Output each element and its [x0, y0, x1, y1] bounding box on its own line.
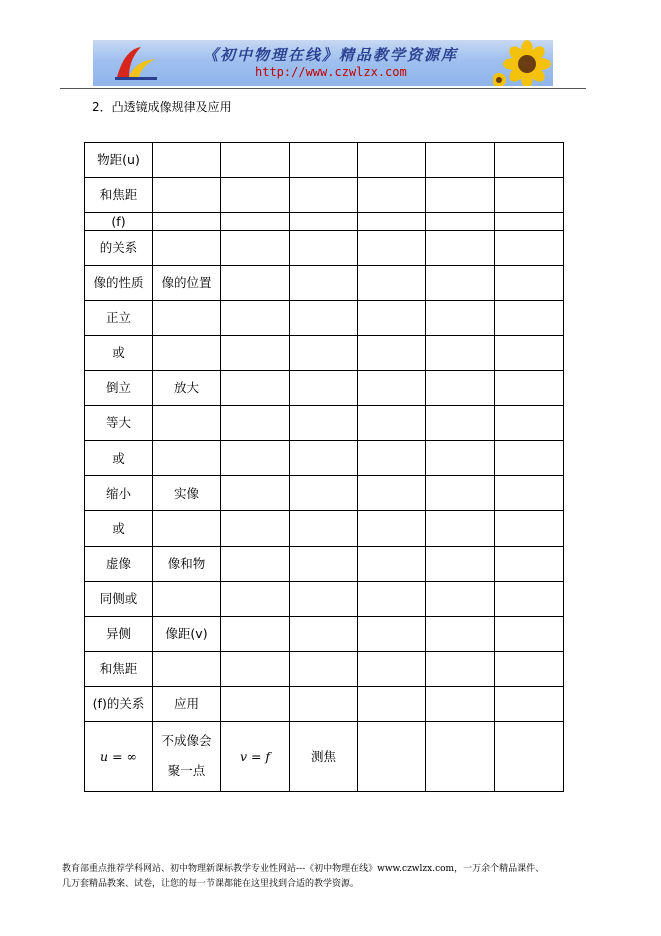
table-cell [221, 581, 290, 616]
table-cell [358, 406, 426, 441]
table-cell [495, 546, 564, 581]
table-cell [85, 721, 153, 791]
table-cell [221, 371, 290, 406]
table-cell [290, 213, 358, 231]
table-cell [290, 371, 358, 406]
table-row [85, 441, 564, 476]
table-cell [495, 336, 564, 371]
table-cell [358, 266, 426, 301]
table-cell [358, 231, 426, 266]
table-cell [290, 546, 358, 581]
table-cell [290, 616, 358, 651]
cell-text: v = f [239, 748, 271, 764]
table-cell [153, 301, 221, 336]
table-cell [290, 441, 358, 476]
table-cell [290, 336, 358, 371]
table-cell [221, 511, 290, 546]
table-cell [426, 266, 495, 301]
table-cell [153, 336, 221, 371]
table-cell [221, 213, 290, 231]
table-cell: 等大 [85, 406, 153, 441]
table-cell [426, 143, 495, 178]
table-cell [426, 581, 495, 616]
section-title: 2．凸透镜成像规律及应用 [92, 100, 232, 114]
table-cell [495, 581, 564, 616]
table-cell [221, 546, 290, 581]
table-cell [495, 686, 564, 721]
table-row [85, 336, 564, 371]
table-row [85, 178, 564, 213]
table-cell [495, 441, 564, 476]
table-cell: 放大 [153, 371, 221, 406]
table-cell [426, 476, 495, 511]
table-cell [495, 616, 564, 651]
table-row [85, 651, 564, 686]
table-row [85, 143, 564, 178]
table-cell [426, 178, 495, 213]
table-cell [221, 686, 290, 721]
table-row [85, 406, 564, 441]
table-cell [221, 441, 290, 476]
table-cell [290, 266, 358, 301]
table-cell [358, 213, 426, 231]
table-cell [358, 651, 426, 686]
table-cell: 缩小 [85, 476, 153, 511]
table-cell: 或 [85, 511, 153, 546]
table-cell [153, 231, 221, 266]
table-row [85, 231, 564, 266]
table-cell [426, 213, 495, 231]
table-row [85, 546, 564, 581]
table-cell [221, 231, 290, 266]
table-cell [358, 301, 426, 336]
table-cell [153, 406, 221, 441]
table-cell [358, 721, 426, 791]
table-cell [221, 651, 290, 686]
table-cell [426, 546, 495, 581]
table-cell [426, 231, 495, 266]
table-cell [358, 511, 426, 546]
lens-imaging-table [84, 142, 564, 792]
table-cell: 像和物 [153, 546, 221, 581]
table-cell: 像的位置 [153, 266, 221, 301]
table-cell [358, 178, 426, 213]
table-cell [153, 651, 221, 686]
table-cell [290, 143, 358, 178]
table-cell [153, 441, 221, 476]
table-row [85, 476, 564, 511]
table-cell [221, 336, 290, 371]
table-row [85, 721, 564, 791]
table-cell [495, 143, 564, 178]
table-cell: 的关系 [85, 231, 153, 266]
table-cell [153, 178, 221, 213]
table-cell: 异侧 [85, 616, 153, 651]
table-cell [221, 178, 290, 213]
table-row [85, 581, 564, 616]
table-cell: 和焦距 [85, 651, 153, 686]
table-cell [495, 231, 564, 266]
table-cell [153, 213, 221, 231]
cell-text: u = ∞ [100, 748, 137, 764]
table-cell [426, 721, 495, 791]
sunflower-icon [493, 40, 553, 86]
page-footer [62, 862, 602, 892]
table-cell [153, 143, 221, 178]
table-cell [153, 511, 221, 546]
table-cell [290, 651, 358, 686]
table-cell [495, 213, 564, 231]
table-row [85, 301, 564, 336]
table-cell [426, 441, 495, 476]
header-banner [93, 40, 553, 86]
table-cell [153, 581, 221, 616]
site-logo-icon [111, 43, 161, 83]
table-cell: 物距(u) [85, 143, 153, 178]
table-cell [290, 476, 358, 511]
table-cell: (f)的关系 [85, 686, 153, 721]
table-cell [358, 371, 426, 406]
table-cell: 同侧或 [85, 581, 153, 616]
table-cell: 像距(v) [153, 616, 221, 651]
table-cell: 应用 [153, 686, 221, 721]
table-cell [495, 371, 564, 406]
table-cell [495, 721, 564, 791]
table-cell: 和焦距 [85, 178, 153, 213]
table-cell [221, 301, 290, 336]
table-cell: 倒立 [85, 371, 153, 406]
banner-title: 《初中物理在线》精品教学资源库 [203, 46, 459, 64]
table-cell [358, 546, 426, 581]
table-cell [290, 721, 358, 791]
table-cell: 实像 [153, 476, 221, 511]
table-cell [358, 616, 426, 651]
table-row [85, 686, 564, 721]
table-cell [358, 441, 426, 476]
table-cell: 正立 [85, 301, 153, 336]
table-cell [221, 406, 290, 441]
table-cell [221, 266, 290, 301]
table-cell [426, 616, 495, 651]
table-cell [358, 143, 426, 178]
table-cell [495, 651, 564, 686]
table-cell [426, 301, 495, 336]
table-cell [426, 651, 495, 686]
table-cell [290, 178, 358, 213]
table-cell [426, 371, 495, 406]
table-cell [495, 178, 564, 213]
footer-line-2: 几万套精品教案、试卷，让您的每一节课都能在这里找到合适的教学资源。 [62, 879, 360, 889]
table-cell [153, 721, 221, 791]
table-cell [290, 406, 358, 441]
table-row [85, 213, 564, 231]
table-cell [495, 406, 564, 441]
table-cell [290, 581, 358, 616]
table-cell [426, 336, 495, 371]
table-cell [426, 686, 495, 721]
table-cell: 或 [85, 336, 153, 371]
table-cell [495, 301, 564, 336]
table-cell [495, 511, 564, 546]
table-cell: 像的性质 [85, 266, 153, 301]
header-divider [60, 88, 586, 89]
table-row [85, 266, 564, 301]
table-row [85, 616, 564, 651]
table-cell [358, 581, 426, 616]
table-cell [290, 301, 358, 336]
table-row [85, 371, 564, 406]
table-cell [426, 406, 495, 441]
table-cell [221, 616, 290, 651]
cell-text: 测焦 [310, 748, 336, 764]
table-cell [358, 336, 426, 371]
table-cell [358, 686, 426, 721]
table-row [85, 511, 564, 546]
footer-line-1: 教育部重点推荐学科网站、初中物理新课标教学专业性网站---《初中物理在线》www.czwlzx.com，一万余个精品课件、 [62, 864, 545, 874]
table-cell [495, 476, 564, 511]
table-cell: 或 [85, 441, 153, 476]
table-cell [290, 511, 358, 546]
table-cell: 虚像 [85, 546, 153, 581]
table-cell [221, 721, 290, 791]
table-cell [221, 476, 290, 511]
table-cell: (f) [85, 213, 153, 231]
table-cell [426, 511, 495, 546]
table-body [85, 143, 564, 792]
table-cell [221, 143, 290, 178]
table-cell [358, 476, 426, 511]
cell-text-line: 聚一点 [167, 763, 206, 779]
cell-text-line: 不成像会 [161, 733, 212, 749]
table-cell [290, 231, 358, 266]
table-cell [495, 266, 564, 301]
table-cell [290, 686, 358, 721]
banner-url[interactable]: http://www.czwlzx.com [255, 65, 407, 79]
